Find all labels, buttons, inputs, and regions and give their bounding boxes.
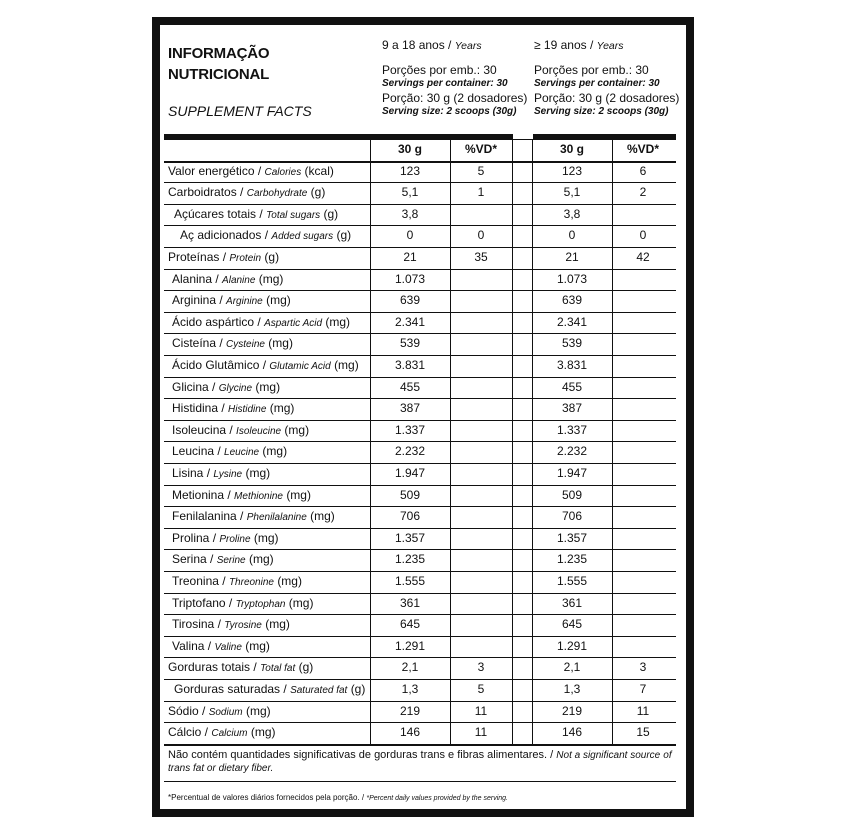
nutrient-name: [172, 506, 372, 528]
footer-dv-note: [168, 793, 680, 802]
value-serving-1: 639: [399, 293, 421, 308]
value-serving-2: 3,8: [563, 206, 581, 221]
value-dv-2: [612, 269, 674, 291]
value-serving-2: 21: [565, 250, 579, 264]
value-dv-1: 5: [477, 163, 485, 178]
group-header-2: [534, 38, 684, 119]
row-divider: [164, 139, 676, 140]
row-divider: [164, 528, 676, 529]
nutrient-name: [180, 225, 380, 247]
row-divider: [164, 636, 676, 637]
nutrient-name: [168, 161, 368, 183]
nutrient-name-en: Tryptophan: [235, 598, 286, 610]
nutrient-name: [172, 312, 372, 334]
nutrient-name-en: Calories: [264, 166, 302, 178]
nutrient-unit: (mg): [262, 444, 288, 459]
nutrient-name-en: Total fat: [260, 663, 296, 675]
footer-note: [168, 749, 680, 775]
nutrient-unit: (mg): [250, 725, 276, 740]
nutrient-unit: (g): [336, 228, 352, 243]
value-dv-1: 11: [474, 703, 488, 718]
nutrition-table: [164, 139, 684, 759]
row-divider: [164, 549, 676, 550]
value-dv-2: [612, 528, 674, 550]
col-header-serving-2: 30 g: [559, 142, 584, 156]
nutrient-name: [172, 420, 372, 442]
value-serving-1: 539: [399, 336, 421, 351]
value-serving-2: 5,1: [563, 185, 581, 200]
group1-portion: Porção: 30 g (2 dosadores): [382, 91, 528, 105]
row-divider: [164, 269, 676, 270]
value-dv-1: [450, 441, 512, 463]
value-dv-2: [612, 312, 674, 334]
value-serving-1: 146: [399, 725, 421, 740]
value-serving-2: 639: [561, 293, 583, 308]
row-divider: [164, 204, 676, 205]
value-serving-1: 455: [399, 379, 421, 394]
nutrient-name: [172, 398, 372, 420]
nutrient-name: [172, 549, 372, 571]
value-dv-2: 11: [636, 703, 650, 718]
value-serving-2: 0: [568, 228, 576, 243]
row-divider: [164, 614, 676, 615]
nutrient-name: [168, 657, 368, 679]
column-divider: [512, 139, 513, 744]
value-serving-1: 1.073: [394, 271, 426, 286]
nutrient-unit: (g): [298, 660, 314, 675]
nutrient-name-en: Calcium: [211, 728, 248, 740]
nutrient-name-pt: Ácido Glutâmico /: [172, 358, 267, 372]
column-divider: [370, 139, 371, 744]
value-serving-1: 1.555: [394, 574, 426, 588]
value-dv-1: [450, 290, 512, 312]
nutrient-name-en: Lysine: [213, 469, 243, 480]
col-header-dv-1: %VD*: [464, 142, 497, 156]
nutrient-name-pt: Gorduras saturadas /: [174, 682, 287, 696]
nutrient-name-en: Total sugars: [266, 209, 321, 221]
value-dv-1: [450, 312, 512, 334]
value-serving-1: 0: [406, 228, 414, 243]
nutrient-unit: (kcal): [304, 163, 334, 178]
value-dv-2: [612, 593, 674, 615]
value-dv-1: [450, 528, 512, 550]
value-dv-2: [612, 485, 674, 507]
value-dv-2: [612, 636, 674, 658]
group2-portion: Porção: 30 g (2 dosadores): [534, 91, 680, 105]
nutrient-name-en: Glycine: [218, 382, 253, 394]
group1-servings: Porções por emb.: 30: [382, 63, 497, 77]
nutrient-unit: (g): [310, 185, 326, 200]
value-serving-1: 1.357: [394, 530, 426, 545]
value-serving-1: 1.947: [394, 466, 426, 480]
nutrient-name-en: Carbohydrate: [246, 188, 308, 200]
nutrient-name: [174, 679, 374, 701]
nutrient-name-en: Proline: [219, 533, 251, 545]
nutrient-unit: (mg): [245, 703, 271, 718]
group1-servings-en: Servings per container: 30: [382, 78, 508, 89]
nutrient-name-en: Serine: [216, 555, 246, 567]
nutrient-name-en: Histidine: [228, 404, 267, 416]
footer-rule-top: [164, 744, 676, 746]
value-dv-1: [450, 593, 512, 615]
row-divider: [164, 420, 676, 421]
nutrient-name-en: Leucine: [224, 447, 260, 459]
row-divider: [164, 333, 676, 334]
nutrient-name-pt: Triptofano /: [172, 595, 233, 610]
group2-age: ≥ 19 anos / Years: [534, 38, 624, 52]
value-dv-2: [612, 441, 674, 463]
nutrient-name-pt: Cálcio /: [168, 725, 209, 740]
nutrient-name-en: Isoleucine: [236, 425, 282, 437]
value-serving-1: 645: [399, 617, 421, 632]
footer-note-en-1: Not a significant source: [556, 750, 661, 761]
nutrient-name: [172, 377, 372, 399]
nutrient-unit: (mg): [248, 552, 274, 567]
value-serving-1: 219: [399, 703, 421, 718]
value-dv-2: [612, 549, 674, 571]
nutrient-name: [168, 722, 368, 744]
value-serving-2: 1.337: [556, 422, 588, 437]
label-title-line1: INFORMAÇÃO: [168, 45, 270, 62]
nutrient-name-en: Methionine: [234, 490, 283, 502]
value-dv-2: 3: [639, 660, 647, 675]
col-header-dv-2: %VD*: [626, 142, 659, 156]
value-serving-2: 1.357: [556, 530, 588, 545]
value-serving-2: 645: [561, 617, 583, 632]
row-divider: [164, 182, 676, 183]
group2-servings: Porções por emb.: 30: [534, 63, 649, 77]
value-dv-1: [450, 420, 512, 442]
value-dv-1: [450, 398, 512, 420]
nutrient-name: [172, 614, 372, 636]
value-serving-2: 539: [561, 336, 583, 351]
nutrient-unit: (mg): [325, 314, 351, 329]
nutrient-name: [172, 269, 372, 291]
nutrient-name: [174, 204, 374, 226]
nutrient-name: [168, 247, 368, 269]
value-serving-2: 2.232: [556, 444, 588, 459]
row-divider: [164, 571, 676, 572]
label-title-line2: NUTRICIONAL: [168, 66, 270, 83]
value-serving-2: 1.555: [556, 574, 588, 588]
value-dv-1: [450, 377, 512, 399]
value-serving-1: 1.235: [394, 552, 426, 567]
nutrient-name: [168, 701, 368, 723]
value-serving-2: 123: [561, 163, 583, 178]
value-dv-2: [612, 420, 674, 442]
column-divider: [612, 139, 613, 744]
nutrient-name: [172, 355, 372, 377]
nutrient-unit: (mg): [269, 401, 295, 416]
nutrient-unit: (g): [264, 250, 280, 264]
row-divider: [164, 679, 676, 680]
value-dv-2: [612, 204, 674, 226]
nutrient-name-pt: Valina /: [172, 638, 212, 653]
nutrient-name-en: Tyrosine: [224, 620, 262, 632]
row-divider: [164, 377, 676, 378]
row-divider: [164, 290, 676, 291]
nutrient-name-pt: Tirosina /: [172, 617, 221, 632]
value-serving-1: 21: [403, 250, 417, 264]
nutrient-name: [172, 463, 372, 485]
value-serving-2: 387: [561, 401, 583, 416]
nutrient-name-en: Threonine: [228, 577, 274, 588]
value-dv-2: 6: [639, 163, 647, 178]
nutrient-name-en: Sodium: [208, 706, 243, 718]
value-serving-2: 3.831: [556, 358, 588, 372]
value-dv-1: [450, 269, 512, 291]
nutrient-name: [172, 528, 372, 550]
nutrient-name-pt: Ácido aspártico /: [172, 314, 261, 329]
value-dv-2: [612, 290, 674, 312]
nutrient-unit: (mg): [253, 530, 279, 545]
value-dv-1: 3: [477, 660, 485, 675]
value-serving-2: 1.947: [556, 466, 588, 480]
value-dv-1: [450, 355, 512, 377]
group1-portion-en: Serving size: 2 scoops (30g): [382, 106, 517, 117]
value-serving-1: 3.831: [394, 358, 426, 372]
nutrient-name-en: Saturated fat: [290, 685, 348, 696]
nutrient-name: [172, 441, 372, 463]
column-divider: [532, 139, 533, 744]
row-divider: [164, 161, 676, 163]
nutrient-unit: (mg): [277, 574, 302, 588]
row-divider: [164, 355, 676, 356]
nutrient-name: [172, 571, 372, 593]
value-dv-2: [612, 571, 674, 593]
nutrient-name-en: Phenilalanine: [246, 512, 307, 524]
nutrient-unit: (mg): [334, 358, 359, 372]
value-dv-2: 2: [639, 185, 647, 200]
row-divider: [164, 657, 676, 658]
value-dv-2: [612, 377, 674, 399]
value-dv-2: 0: [639, 228, 647, 243]
nutrient-name: [172, 593, 372, 615]
value-serving-1: 2,1: [401, 660, 419, 675]
col-header-serving-1: 30 g: [397, 142, 422, 156]
value-dv-1: [450, 571, 512, 593]
nutrient-unit: (mg): [266, 293, 291, 308]
value-dv-2: [612, 398, 674, 420]
group2-servings-en: Servings per container: 30: [534, 78, 660, 89]
value-dv-2: [612, 506, 674, 528]
value-serving-1: 5,1: [401, 185, 419, 200]
value-serving-2: 1.073: [556, 271, 588, 286]
nutrient-unit: (mg): [255, 379, 281, 394]
value-dv-1: 1: [477, 185, 485, 200]
row-divider: [164, 701, 676, 702]
value-serving-1: 2.341: [394, 314, 426, 329]
nutrient-name-pt: Lisina /: [172, 466, 211, 480]
nutrient-name-pt: Fenilalanina /: [172, 509, 244, 524]
nutrient-unit: (mg): [265, 617, 290, 632]
nutrient-name-en: Protein: [229, 253, 262, 264]
value-serving-1: 123: [399, 163, 421, 178]
value-serving-1: 1,3: [401, 682, 419, 696]
footer-dv-pt: *Percentual de valores diários fornecidos pela porção. /: [168, 793, 365, 802]
row-divider: [164, 506, 676, 507]
value-dv-2: 15: [636, 725, 650, 740]
value-dv-2: [612, 614, 674, 636]
row-divider: [164, 463, 676, 464]
value-serving-1: 361: [399, 595, 421, 610]
nutrient-name-pt: Leucina /: [172, 444, 221, 459]
value-dv-2: [612, 463, 674, 485]
row-divider: [164, 485, 676, 486]
nutrient-name-pt: Carboidratos /: [168, 185, 244, 200]
nutrient-name-pt: Serina /: [172, 552, 214, 567]
nutrient-name-pt: Cisteína /: [172, 336, 223, 351]
nutrient-name-en: Valine: [214, 641, 242, 653]
value-serving-1: 2.232: [394, 444, 426, 459]
value-serving-1: 387: [399, 401, 421, 416]
value-serving-2: 455: [561, 379, 583, 394]
nutrient-name-pt: Sódio /: [168, 703, 206, 718]
value-dv-1: [450, 485, 512, 507]
nutrient-name-pt: Açúcares totais /: [174, 206, 263, 221]
nutrient-name-pt: Treonina /: [172, 574, 226, 588]
value-dv-2: [612, 355, 674, 377]
value-dv-1: [450, 333, 512, 355]
nutrient-name-en: Cysteine: [226, 339, 265, 351]
nutrition-label: [160, 25, 686, 809]
row-divider: [164, 225, 676, 226]
value-serving-1: 1.291: [394, 638, 426, 653]
nutrient-name-en: Glutamic Acid: [269, 361, 331, 372]
nutrient-name-pt: Alanina /: [172, 271, 219, 286]
value-dv-2: [612, 333, 674, 355]
value-serving-2: 146: [561, 725, 583, 740]
value-serving-2: 1.235: [556, 552, 588, 567]
nutrient-name-en: Alanine: [222, 274, 256, 286]
nutrient-unit: (mg): [245, 638, 270, 653]
value-dv-1: 35: [474, 250, 488, 264]
value-serving-1: 706: [399, 509, 421, 524]
nutrient-name-pt: Isoleucina /: [172, 422, 233, 437]
column-divider: [450, 139, 451, 744]
nutrient-unit: (mg): [258, 271, 284, 286]
value-dv-1: [450, 549, 512, 571]
nutrient-unit: (mg): [245, 466, 271, 480]
nutrient-name-en: Added sugars: [271, 231, 334, 243]
group-header-1: [382, 38, 532, 119]
group1-age: 9 a 18 anos / Years: [382, 38, 482, 52]
nutrient-name: [172, 290, 372, 312]
value-serving-2: 2,1: [563, 660, 581, 675]
nutrient-name: [172, 333, 372, 355]
row-divider: [164, 247, 676, 248]
value-serving-1: 3,8: [401, 206, 419, 221]
nutrient-name: [172, 636, 372, 658]
nutrient-name: [172, 485, 372, 507]
nutrient-name-pt: Histidina /: [172, 401, 225, 416]
nutrient-name-pt: Metionina /: [172, 487, 231, 502]
nutrient-unit: (mg): [284, 422, 310, 437]
row-divider: [164, 398, 676, 399]
nutrient-name-pt: Valor energético /: [168, 163, 262, 178]
row-divider: [164, 722, 676, 723]
nutrient-name-pt: Gorduras totais /: [168, 660, 257, 675]
value-dv-1: [450, 204, 512, 226]
nutrient-name-en: Aspartic Acid: [264, 317, 323, 329]
value-serving-2: 361: [561, 595, 583, 610]
nutrient-name: [168, 182, 368, 204]
nutrient-unit: (g): [350, 682, 366, 696]
footer-rule-mid: [164, 781, 676, 782]
value-serving-1: 1.337: [394, 422, 426, 437]
value-serving-1: 509: [399, 487, 421, 502]
nutrient-unit: (mg): [288, 595, 314, 610]
value-dv-1: [450, 636, 512, 658]
value-dv-1: [450, 614, 512, 636]
value-dv-1: 5: [477, 682, 485, 696]
value-serving-2: 1,3: [563, 682, 581, 696]
row-divider: [164, 593, 676, 594]
nutrient-name-pt: Prolina /: [172, 530, 217, 545]
footer-note-en-2: of trans fat or dietary fiber.: [168, 750, 672, 774]
row-divider: [164, 441, 676, 442]
value-serving-2: 219: [561, 703, 583, 718]
value-dv-1: 0: [477, 228, 485, 243]
nutrient-unit: (mg): [310, 509, 335, 524]
group2-portion-en: Serving size: 2 scoops (30g): [534, 106, 669, 117]
footer-dv-en: *Percent daily values provided by the serving.: [366, 795, 508, 802]
label-subtitle: SUPPLEMENT FACTS: [168, 103, 312, 119]
nutrient-unit: (mg): [268, 336, 293, 351]
value-serving-2: 509: [561, 487, 583, 502]
value-dv-1: [450, 506, 512, 528]
row-divider: [164, 312, 676, 313]
value-dv-1: 11: [474, 725, 488, 740]
nutrient-name-pt: Glicina /: [172, 379, 216, 394]
nutrition-label-frame: [152, 17, 694, 817]
value-dv-2: 7: [639, 682, 647, 696]
value-serving-2: 1.291: [556, 638, 588, 653]
nutrient-unit: (g): [323, 206, 339, 221]
nutrient-name-pt: Arginina /: [172, 293, 223, 308]
nutrient-unit: (mg): [286, 487, 311, 502]
value-dv-2: 42: [636, 250, 650, 264]
value-dv-1: [450, 463, 512, 485]
footer-note-pt: Não contém quantidades significativas de gorduras trans e fibras alimentares. /: [168, 749, 554, 761]
value-serving-2: 2.341: [556, 314, 588, 329]
nutrient-name-pt: Proteínas /: [168, 250, 227, 264]
nutrient-name-en: Arginine: [226, 296, 263, 308]
value-serving-2: 706: [561, 509, 583, 524]
nutrient-name-pt: Aç adicionados /: [180, 228, 269, 243]
